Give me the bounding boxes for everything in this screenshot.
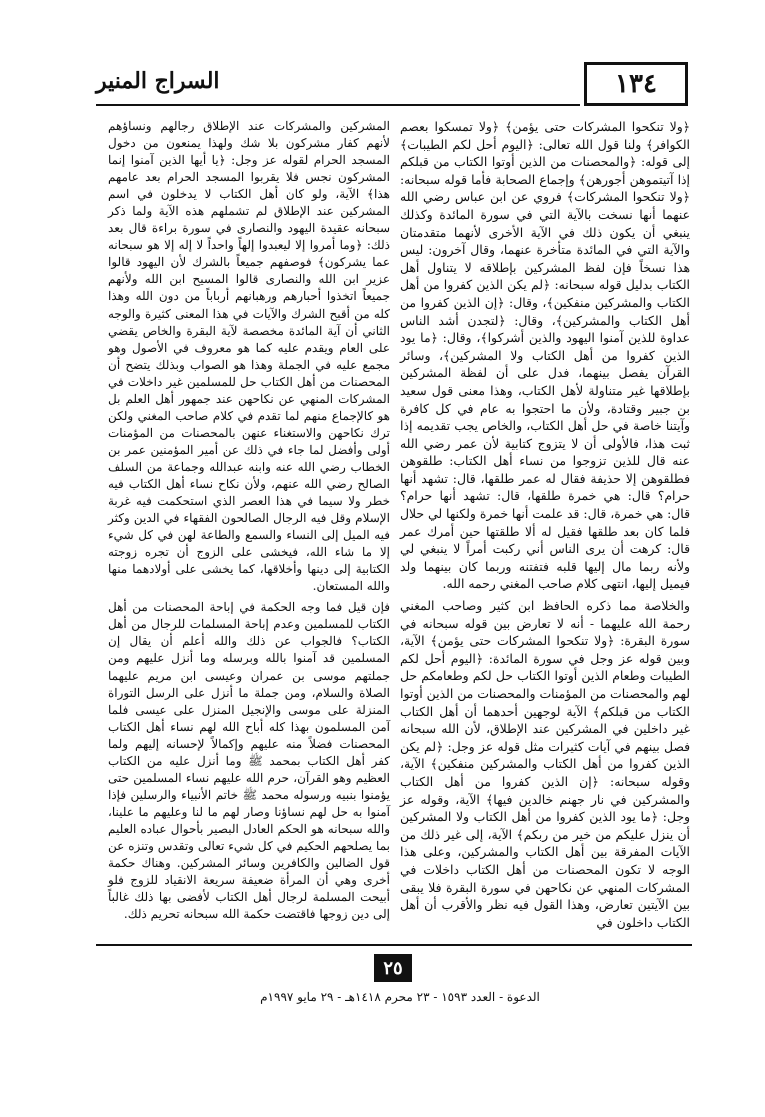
footer-rule [96, 944, 692, 946]
right-paragraph: والخلاصة مما ذكره الحافظ ابن كثير وصاحب المغني رحمة الله عليهما - أنه لا تعارض بين قوله سبحانه في سورة البقرة: ﴿ولا تنكحوا المشركات حتى يؤمن﴾ الآية، وبين قوله عز وجل في سورة المائدة: ﴿اليوم أحل لكم الطيبات وطعام الذين أوتوا الكتاب حل لكم وطعامكم حل لهم والمحصنات من المؤمنات والمحصنات من الذين أوتوا الكتاب من قبلكم﴾ الآية لوجهين أحدهما أن أهل الكتاب غير داخلين في المشركين عند الإطلاق، لأن الله سبحانه فصل بينهم في آيات كثيرات مثل قوله عز وجل: ﴿لم يكن الذين كفروا من أهل الكتاب والمشركين منفكين﴾ الآية، وقوله سبحانه: ﴿إن الذين كفروا من أهل الكتاب والمشركين في نار جهنم خالدين فيها﴾ الآية، وقوله عز وجل: ﴿ما يود الذين كفروا من أهل الكتاب ولا المشركين أن ينزل عليكم من خير من ربكم﴾ الآية، إلى غير ذلك من الآيات المفرقة بين أهل الكتاب والمشركين، وعلى هذا الوجه لا تكون المحصنات من أهل الكتاب داخلات في المشركات المنهي عن نكاحهن في سورة البقرة فلا يبقى بين الآيتين تعارض، وهذا القول فيه نظر والأقرب أن أهل الكتاب داخلون في [400, 598, 690, 930]
page-marker: ٢٥ [374, 954, 412, 982]
page-header [96, 62, 688, 110]
left-paragraph: المشركين والمشركات عند الإطلاق رجالهم ونساؤهم لأنهم كفار مشركون بلا شك ولهذا يمنعون من دخول المسجد الحرام لقوله عز وجل: ﴿يا أيها الذين آمنوا إنما المشركون نجس فلا يقربوا المسجد الحرام بعد عامهم هذا﴾ الآية، ولو كان أهل الكتاب لا يدخلون في اسم المشركين عند الإطلاق لم تشملهم هذه الآية ولما ذكر سبحانه عقيدة اليهود والنصارى في سورة براءة قال بعد ذلك: ﴿وما أمروا إلا ليعبدوا إلهاً واحداً لا إله إلا هو سبحانه عما يشركون﴾ فوصفهم جميعاً بالشرك لأن اليهود قالوا عزير ابن الله والنصارى قالوا المسيح ابن الله ولأنهم جميعاً اتخذوا أحبارهم ورهبانهم أرباباً من دون الله وهذا كله من أقبح الشرك والآيات في هذا المعنى كثيرة والوجه الثاني أن آية المائدة مخصصة لآية البقرة والخاص يقضي على العام ويقدم عليه كما هو معروف في الأصول وهو مجمع عليه في الجملة وهذا هو الصواب وبذلك يتضح أن المحصنات من أهل الكتاب حل للمسلمين غير داخلات في المشركات المنهي عن نكاحهن عند جمهور أهل العلم بل هو كالإجماع منهم لما تقدم في كلام صاحب المغني ولكن ترك نكاحهن والاستغناء عنهن بالمحصنات من المؤمنات أولى وأفضل لما جاء في ذلك عن أمير المؤمنين عمر بن الخطاب رضي الله عنه وابنه عبدالله وجماعة من السلف الصالح رضي الله عنهم، ولأن نكاح نساء أهل الكتاب فيه خطر ولا سيما في هذا العصر الذي استحكمت فيه غربة الإسلام وقل فيه الرجال الصالحون الفقهاء في الدين وكثر فيه الميل إلى النساء والسمع والطاعة لهن في كل شيء إلا ما شاء الله، فيخشى على الزوج أن تجره زوجته الكتابية إلى دينها وأخلاقها، كما يخشى على أولادهما منها والله المستعان. [108, 119, 390, 594]
left-paragraph: فإن قيل فما وجه الحكمة في إباحة المحصنات من أهل الكتاب للمسلمين وعدم إباحة المسلمات للرجال من أهل الكتاب؟ فالجواب عن ذلك والله أعلم أن يقال إن المسلمين قد آمنوا بالله وبرسله وما أنزل عليهم ومن جملتهم موسى بن عمران وعيسى ابن مريم عليهما الصلاة والسلام، ومن جملة ما أنزل على الرسل التوراة المنزلة على موسى والإنجيل المنزل على عيسى فلما آمن المسلمون بهذا كله أباح الله لهم نساء أهل الكتاب المحصنات فضلاً منه عليهم وإكمالاً لإحسانه إليهم ولما كفر أهل الكتاب بمحمد ﷺ وما أنزل عليه من الكتاب العظيم وهو القرآن، حرم الله عليهم نساء المسلمين حتى يؤمنوا بنبيه ورسوله محمد ﷺ خاتم الأنبياء والرسلين فإذا آمنوا به حل لهم نساؤنا وصار لهم ما لنا وعليهم ما علينا، والله سبحانه هو الحكم العادل البصير بأحوال عباده العليم بما يصلحهم الحكيم في كل شيء تعالى وتقدس وتنزه عن قول الضالين والكافرين وسائر المشركين. وهناك حكمة أخرى وهي أن المرأة ضعيفة سريعة الانقياد للزوج فلو أبيحت المسلمة لرجال أهل الكتاب لأفضى بها ذلك غالباً إلى دين زوجها فاقتضت حكمة الله سبحانه تحريم ذلك. [108, 600, 390, 922]
page-number-box [584, 62, 688, 106]
right-paragraph: ﴿ولا تنكحوا المشركات حتى يؤمن﴾ ﴿ولا تمسكوا بعصم الكوافر﴾ ولنا قول الله تعالى: ﴿اليوم أحل لكم الطيبات﴾ إلى قوله: ﴿والمحصنات من الذين أوتوا الكتاب من قبلكم إذا آتيتموهن أجورهن﴾ وإجماع الصحابة فأما قوله سبحانه: ﴿ولا تنكحوا المشركات﴾ فروي عن ابن عباس رضي الله عنهما أنها نسخت بالآية التي في سورة المائدة وكذلك ينبغي أن يكون ذلك في الآية الأخرى لأنهما متقدمتان والآية التي في المائدة متأخرة عنهما، وقال آخرون: ليس هذا نسخاً فإن لفظ المشركين بإطلاقه لا يتناول أهل الكتاب بدليل قوله سبحانه: ﴿لم يكن الذين كفروا من أهل الكتاب والمشركين منفكين﴾، وقال: ﴿إن الذين كفروا من أهل الكتاب والمشركين﴾، وقال: ﴿لتجدن أشد الناس عداوة للذين آمنوا اليهود والذين أشركوا﴾، وقال: ﴿ما يود الذين كفروا من أهل الكتاب ولا المشركين﴾، وسائر القرآن يفصل بينهما، فدل على أن لفظة المشركين بإطلاقها غير متناولة لأهل الكتاب، وهذا معنى قول سعيد بن جبير وقتادة، ولأن ما احتجوا به عام في كل كافرة وآيتنا خاصة في حل أهل الكتاب، والخاص يجب تقديمه إذا ثبت هذا، فالأولى أن لا يتزوج كتابية لأن عمر رضي الله عنه قال للذين تزوجوا من نساء أهل الكتاب: طلقوهن فطلقوهن إلا حذيفة فقال له عمر طلقها، قال: تشهد أنها حرام؟ قال: هي خمرة طلقها، قال: تشهد أنها حرام؟ قال: هي خمرة، قال: قد علمت أنها خمرة ولكنها لي حلال فلما كان بعد طلقها فقيل له ألا طلقتها حين أمرك عمر قال: كرهت أن يرى الناس أني ركبت أمراً لا ينبغي لي ولأنه ربما مال إليها قلبه فتفتنه وربما كان بينهما ولد فيميل إليها، انتهى كلام صاحب المغني رحمه الله. [400, 119, 690, 592]
page-number: ١٣٤ [615, 69, 657, 99]
page-title: السراج المنير [96, 68, 220, 94]
issue-info: الدعوة - العدد ١٥٩٣ - ٢٣ محرم ١٤١٨هـ - ٢٩ مايو ١٩٩٧م [260, 990, 540, 1004]
right-column [400, 118, 690, 935]
header-rule [96, 104, 580, 106]
left-column [108, 118, 390, 927]
